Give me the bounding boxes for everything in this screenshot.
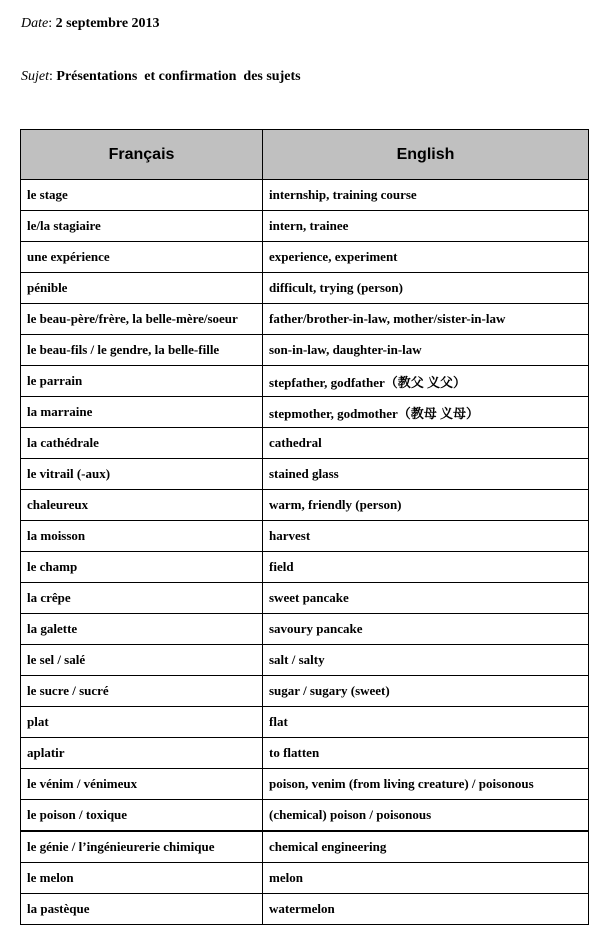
english-term: experience, experiment xyxy=(263,242,589,273)
table-row xyxy=(21,676,589,707)
french-term: le poison / toxique xyxy=(21,800,263,832)
table-row xyxy=(21,459,589,490)
french-term: plat xyxy=(21,707,263,738)
english-term: field xyxy=(263,552,589,583)
table-row xyxy=(21,831,589,863)
french-term: le stage xyxy=(21,180,263,211)
english-term: melon xyxy=(263,863,589,894)
french-term: le vitrail (-aux) xyxy=(21,459,263,490)
french-term: aplatir xyxy=(21,738,263,769)
english-term: flat xyxy=(263,707,589,738)
french-term: le beau-père/frère, la belle-mère/soeur xyxy=(21,304,263,335)
table-row xyxy=(21,863,589,894)
english-term: stained glass xyxy=(263,459,589,490)
table-row xyxy=(21,614,589,645)
english-term: chemical engineering xyxy=(263,831,589,863)
english-term: father/brother-in-law, mother/sister-in-law xyxy=(263,304,589,335)
french-term: la crêpe xyxy=(21,583,263,614)
table-row xyxy=(21,242,589,273)
english-term: watermelon xyxy=(263,894,589,925)
table-header-row xyxy=(21,130,589,180)
french-term: le sel / salé xyxy=(21,645,263,676)
table-row xyxy=(21,428,589,459)
table-row xyxy=(21,552,589,583)
french-term: la cathédrale xyxy=(21,428,263,459)
english-term: stepfather, godfather（教父 义父） xyxy=(263,366,589,397)
french-term: la moisson xyxy=(21,521,263,552)
english-term: internship, training course xyxy=(263,180,589,211)
table-row xyxy=(21,707,589,738)
french-term: le vénim / vénimeux xyxy=(21,769,263,800)
table-row xyxy=(21,273,589,304)
english-term: sugar / sugary (sweet) xyxy=(263,676,589,707)
english-term: to flatten xyxy=(263,738,589,769)
french-term: le/la stagiaire xyxy=(21,211,263,242)
table-body xyxy=(21,180,589,925)
header-english: English xyxy=(263,130,589,180)
table-row xyxy=(21,180,589,211)
french-term: une expérience xyxy=(21,242,263,273)
english-term: sweet pancake xyxy=(263,583,589,614)
table-row xyxy=(21,769,589,800)
english-term: stepmother, godmother（教母 义母） xyxy=(263,397,589,428)
english-term: (chemical) poison / poisonous xyxy=(263,800,589,832)
table-row xyxy=(21,521,589,552)
table-row xyxy=(21,211,589,242)
table-row xyxy=(21,335,589,366)
french-term: la galette xyxy=(21,614,263,645)
table-row xyxy=(21,490,589,521)
english-term: poison, venim (from living creature) / poisonous xyxy=(263,769,589,800)
subject-label: Sujet xyxy=(21,69,49,84)
subject-line: Sujet: Présentations et confirmation des sujets xyxy=(21,69,301,84)
table-row xyxy=(21,738,589,769)
french-term: la pastèque xyxy=(21,894,263,925)
french-term: le sucre / sucré xyxy=(21,676,263,707)
english-term: intern, trainee xyxy=(263,211,589,242)
table-row xyxy=(21,366,589,397)
subject-value: Présentations et confirmation des sujets xyxy=(56,69,301,84)
french-term: le beau-fils / le gendre, la belle-fille xyxy=(21,335,263,366)
vocabulary-table xyxy=(20,129,589,925)
header-french: Français xyxy=(21,130,263,180)
english-term: son-in-law, daughter-in-law xyxy=(263,335,589,366)
french-term: pénible xyxy=(21,273,263,304)
french-term: la marraine xyxy=(21,397,263,428)
french-term: le génie / l’ingénieurerie chimique xyxy=(21,831,263,863)
date-value: 2 septembre 2013 xyxy=(55,16,160,31)
table-row xyxy=(21,304,589,335)
french-term: le champ xyxy=(21,552,263,583)
table-row xyxy=(21,397,589,428)
english-term: savoury pancake xyxy=(263,614,589,645)
english-term: warm, friendly (person) xyxy=(263,490,589,521)
french-term: chaleureux xyxy=(21,490,263,521)
table-row xyxy=(21,645,589,676)
english-term: harvest xyxy=(263,521,589,552)
date-line: Date: 2 septembre 2013 xyxy=(21,16,160,31)
english-term: cathedral xyxy=(263,428,589,459)
table-row xyxy=(21,583,589,614)
table-row xyxy=(21,800,589,832)
english-term: salt / salty xyxy=(263,645,589,676)
french-term: le melon xyxy=(21,863,263,894)
date-label: Date xyxy=(21,16,49,31)
english-term: difficult, trying (person) xyxy=(263,273,589,304)
french-term: le parrain xyxy=(21,366,263,397)
